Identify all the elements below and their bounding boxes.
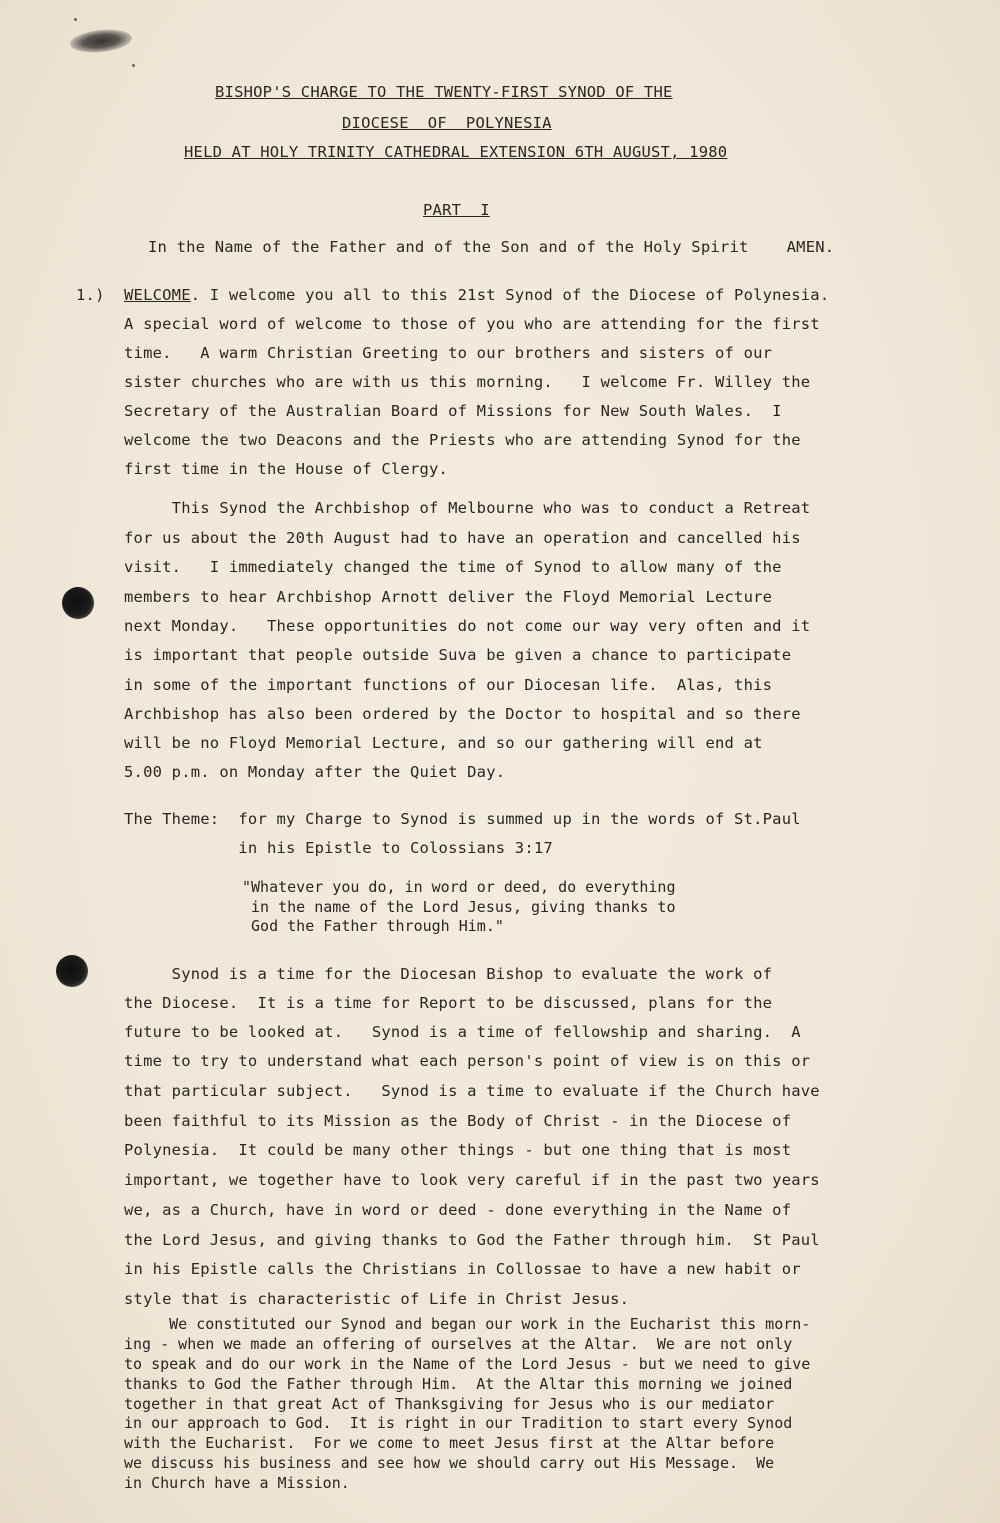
quote-line: God the Father through Him." bbox=[242, 917, 504, 935]
paragraph-4-line: ing - when we made an offering of ourselves at the Altar. We are not only bbox=[124, 1335, 793, 1353]
paragraph-3-line: time to try to understand what each person's point of view is on this or bbox=[124, 1052, 811, 1070]
paragraph-4-line: We constituted our Synod and began our work in the Eucharist this morn- bbox=[124, 1315, 811, 1333]
theme-line: in his Epistle to Colossians 3:17 bbox=[124, 839, 553, 857]
punch-hole-bottom bbox=[56, 955, 88, 987]
paragraph-3-line: been faithful to its Mission as the Body of Christ - in the Diocese of bbox=[124, 1112, 792, 1130]
paragraph-2-line: is important that people outside Suva be given a chance to participate bbox=[124, 646, 792, 664]
paragraph-4-line: to speak and do our work in the Name of the Lord Jesus - but we need to give bbox=[124, 1355, 811, 1373]
paragraph-2-line: Archbishop has also been ordered by the Doctor to hospital and so there bbox=[124, 705, 801, 723]
paragraph-2-line: This Synod the Archbishop of Melbourne who was to conduct a Retreat bbox=[124, 499, 811, 517]
section-1-line: A special word of welcome to those of you who are attending for the first bbox=[124, 315, 820, 333]
paragraph-3-line: the Diocese. It is a time for Report to be discussed, plans for the bbox=[124, 994, 773, 1012]
paragraph-3-line: future to be looked at. Synod is a time of fellowship and sharing. A bbox=[124, 1023, 801, 1041]
paragraph-2-line: will be no Floyd Memorial Lecture, and so our gathering will end at bbox=[124, 734, 763, 752]
section-heading: WELCOME bbox=[124, 286, 191, 304]
section-1-first-line bbox=[124, 286, 829, 304]
paragraph-3-line: important, we together have to look very careful if in the past two years bbox=[124, 1171, 820, 1189]
paragraph-4-line: in our approach to God. It is right in our Tradition to start every Synod bbox=[124, 1414, 793, 1432]
part-heading: PART I bbox=[423, 201, 490, 219]
paragraph-4-line: in Church have a Mission. bbox=[124, 1474, 350, 1492]
paragraph-2-line: next Monday. These opportunities do not come our way very often and it bbox=[124, 617, 811, 635]
paragraph-3-line: Synod is a time for the Diocesan Bishop to evaluate the work of bbox=[124, 965, 773, 983]
paragraph-4-line: we discuss his business and see how we should carry out His Message. We bbox=[124, 1454, 775, 1472]
ink-speck bbox=[74, 18, 77, 21]
paragraph-3-line: the Lord Jesus, and giving thanks to God the Father through him. St Paul bbox=[124, 1231, 820, 1249]
section-1-line: . I welcome you all to this 21st Synod of the Diocese of Polynesia. bbox=[190, 286, 830, 304]
section-1-line: sister churches who are with us this morning. I welcome Fr. Willey the bbox=[124, 373, 811, 391]
section-1-line: first time in the House of Clergy. bbox=[124, 460, 449, 478]
section-number: 1.) bbox=[76, 286, 105, 304]
section-1-line: welcome the two Deacons and the Priests who are attending Synod for the bbox=[124, 431, 801, 449]
paragraph-2-line: 5.00 p.m. on Monday after the Quiet Day. bbox=[124, 763, 506, 781]
quote-line: in the name of the Lord Jesus, giving thanks to bbox=[242, 898, 676, 916]
paragraph-4-line: with the Eucharist. For we come to meet Jesus first at the Altar before bbox=[124, 1434, 775, 1452]
title-line-3: HELD AT HOLY TRINITY CATHEDRAL EXTENSION 6TH AUGUST, 1980 bbox=[184, 143, 728, 161]
section-1-line: Secretary of the Australian Board of Missions for New South Wales. I bbox=[124, 402, 782, 420]
paragraph-3-line: style that is characteristic of Life in Christ Jesus. bbox=[124, 1290, 630, 1308]
ink-speck bbox=[132, 64, 135, 67]
title-line-2: DIOCESE OF POLYNESIA bbox=[342, 114, 552, 132]
paragraph-2-line: for us about the 20th August had to have an operation and cancelled his bbox=[124, 529, 801, 547]
paragraph-3-line: in his Epistle calls the Christians in Collossae to have a new habit or bbox=[124, 1260, 801, 1278]
paragraph-2-line: members to hear Archbishop Arnott deliver the Floyd Memorial Lecture bbox=[124, 588, 773, 606]
paragraph-4-line: thanks to God the Father through Him. At the Altar this morning we joined bbox=[124, 1375, 793, 1393]
paragraph-4-line: together in that great Act of Thanksgiving for Jesus who is our mediator bbox=[124, 1395, 775, 1413]
invocation: In the Name of the Father and of the Son and of the Holy Spirit AMEN. bbox=[148, 238, 835, 256]
paragraph-3-line: that particular subject. Synod is a time to evaluate if the Church have bbox=[124, 1082, 820, 1100]
paragraph-3-line: Polynesia. It could be many other things - but one thing that is most bbox=[124, 1141, 792, 1159]
punch-hole-top bbox=[62, 587, 94, 619]
paragraph-3-line: we, as a Church, have in word or deed - done everything in the Name of bbox=[124, 1201, 792, 1219]
ink-smudge bbox=[69, 27, 133, 55]
theme-line: The Theme: for my Charge to Synod is summed up in the words of St.Paul bbox=[124, 810, 801, 828]
title-line-1: BISHOP'S CHARGE TO THE TWENTY-FIRST SYNOD OF THE bbox=[215, 83, 673, 101]
paragraph-2-line: visit. I immediately changed the time of Synod to allow many of the bbox=[124, 558, 782, 576]
section-1-line: time. A warm Christian Greeting to our brothers and sisters of our bbox=[124, 344, 773, 362]
quote-line: "Whatever you do, in word or deed, do everything bbox=[242, 878, 676, 896]
paragraph-2-line: in some of the important functions of our Diocesan life. Alas, this bbox=[124, 676, 773, 694]
